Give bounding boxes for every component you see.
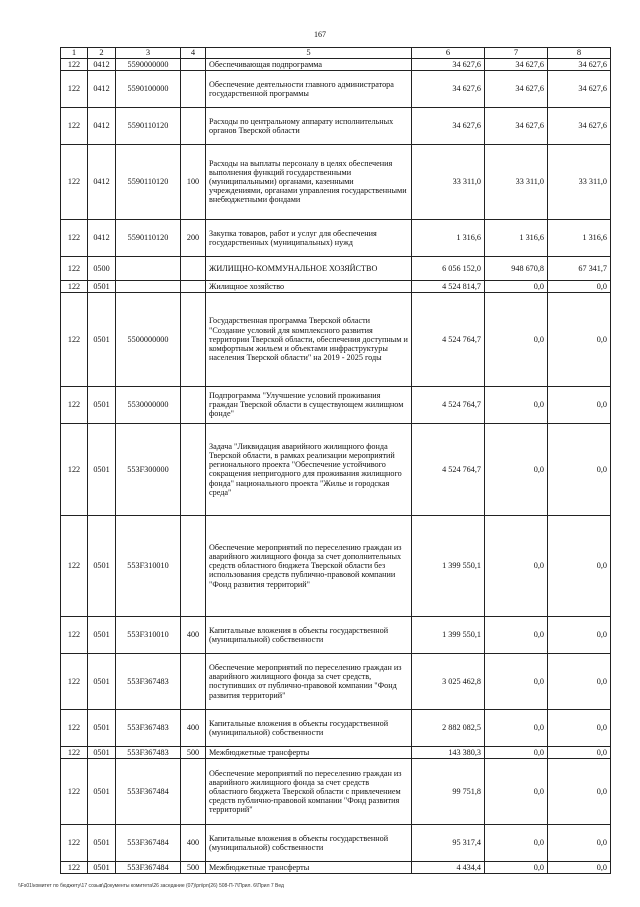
- cell-target-code: 5590110120: [116, 107, 181, 144]
- cell-amount-1: 95 317,4: [412, 825, 485, 862]
- cell-target-code: 553F300000: [116, 423, 181, 515]
- column-header: 1: [61, 48, 88, 59]
- cell-description: Капитальные вложения в объекты государственной (муниципальной) собственности: [206, 825, 412, 862]
- cell-description: Жилищное хозяйство: [206, 280, 412, 292]
- cell-target-code: 553F367484: [116, 825, 181, 862]
- table-row: [61, 256, 611, 280]
- cell-amount-3: 34 627,6: [548, 58, 611, 70]
- cell-amount-1: 1 316,6: [412, 219, 485, 256]
- cell-expense-type: [181, 292, 206, 386]
- cell-subsection: 0501: [88, 386, 116, 423]
- cell-expense-type: [181, 70, 206, 107]
- cell-section: 122: [61, 386, 88, 423]
- cell-amount-1: 4 524 814,7: [412, 280, 485, 292]
- cell-target-code: 5530000000: [116, 386, 181, 423]
- cell-section: 122: [61, 759, 88, 825]
- cell-subsection: 0501: [88, 423, 116, 515]
- cell-expense-type: [181, 58, 206, 70]
- cell-target-code: 5590110120: [116, 144, 181, 219]
- cell-subsection: 0412: [88, 70, 116, 107]
- column-header: 8: [548, 48, 611, 59]
- cell-amount-1: 1 399 550,1: [412, 616, 485, 653]
- cell-amount-2: 34 627,6: [485, 107, 548, 144]
- table-row: [61, 709, 611, 746]
- cell-amount-1: 4 524 764,7: [412, 423, 485, 515]
- cell-amount-3: 0,0: [548, 280, 611, 292]
- cell-expense-type: [181, 386, 206, 423]
- cell-subsection: 0501: [88, 825, 116, 862]
- column-header: 5: [206, 48, 412, 59]
- cell-expense-type: 400: [181, 825, 206, 862]
- cell-expense-type: 200: [181, 219, 206, 256]
- cell-amount-2: 0,0: [485, 653, 548, 709]
- cell-target-code: 553F310010: [116, 515, 181, 616]
- cell-subsection: 0501: [88, 292, 116, 386]
- cell-target-code: 553F367483: [116, 746, 181, 758]
- cell-amount-1: 143 380,3: [412, 746, 485, 758]
- cell-description: Капитальные вложения в объекты государственной (муниципальной) собственности: [206, 709, 412, 746]
- cell-amount-3: 0,0: [548, 746, 611, 758]
- cell-expense-type: [181, 423, 206, 515]
- cell-expense-type: [181, 653, 206, 709]
- cell-section: 122: [61, 616, 88, 653]
- cell-target-code: 5590110120: [116, 219, 181, 256]
- table-row: [61, 70, 611, 107]
- cell-subsection: 0501: [88, 862, 116, 874]
- cell-section: 122: [61, 280, 88, 292]
- table-row: [61, 653, 611, 709]
- cell-amount-3: 0,0: [548, 423, 611, 515]
- cell-amount-3: 0,0: [548, 616, 611, 653]
- column-header: 4: [181, 48, 206, 59]
- cell-section: 122: [61, 256, 88, 280]
- column-header: 3: [116, 48, 181, 59]
- page-number: 167: [314, 30, 326, 39]
- table-row: [61, 144, 611, 219]
- cell-amount-2: 34 627,6: [485, 70, 548, 107]
- cell-subsection: 0500: [88, 256, 116, 280]
- cell-amount-1: 34 627,6: [412, 58, 485, 70]
- cell-description: Закупка товаров, работ и услуг для обеспечения государственных (муниципальных) нужд: [206, 219, 412, 256]
- cell-target-code: 553F367484: [116, 759, 181, 825]
- cell-section: 122: [61, 423, 88, 515]
- table-row: [61, 759, 611, 825]
- cell-amount-3: 0,0: [548, 862, 611, 874]
- cell-expense-type: 400: [181, 616, 206, 653]
- cell-section: 122: [61, 292, 88, 386]
- cell-expense-type: [181, 256, 206, 280]
- cell-amount-3: 0,0: [548, 759, 611, 825]
- column-header: 7: [485, 48, 548, 59]
- cell-expense-type: [181, 759, 206, 825]
- cell-amount-3: 33 311,0: [548, 144, 611, 219]
- cell-description: Обеспечение мероприятий по переселению граждан из аварийного жилищного фонда за счет дополнительных средств областного бюджета Тверской области без использования средств публично-правовой компании "Фонд развития территорий": [206, 515, 412, 616]
- cell-amount-1: 2 882 082,5: [412, 709, 485, 746]
- cell-expense-type: 400: [181, 709, 206, 746]
- cell-subsection: 0501: [88, 653, 116, 709]
- table-row: [61, 423, 611, 515]
- cell-amount-1: 6 056 152,0: [412, 256, 485, 280]
- cell-subsection: 0501: [88, 515, 116, 616]
- cell-section: 122: [61, 144, 88, 219]
- cell-description: Обеспечение мероприятий по переселению граждан из аварийного жилищного фонда за счет средств, поступивших от публично-правовой компании "Фонд развития территорий": [206, 653, 412, 709]
- cell-amount-1: 34 627,6: [412, 107, 485, 144]
- cell-subsection: 0412: [88, 144, 116, 219]
- cell-subsection: 0501: [88, 280, 116, 292]
- cell-target-code: [116, 256, 181, 280]
- cell-section: 122: [61, 219, 88, 256]
- cell-section: 122: [61, 862, 88, 874]
- cell-expense-type: [181, 107, 206, 144]
- cell-amount-3: 0,0: [548, 386, 611, 423]
- cell-target-code: [116, 280, 181, 292]
- cell-amount-2: 0,0: [485, 386, 548, 423]
- cell-amount-1: 4 524 764,7: [412, 386, 485, 423]
- table-row: [61, 219, 611, 256]
- table-row: [61, 292, 611, 386]
- cell-amount-3: 0,0: [548, 709, 611, 746]
- cell-expense-type: 100: [181, 144, 206, 219]
- cell-amount-2: 0,0: [485, 862, 548, 874]
- cell-section: 122: [61, 107, 88, 144]
- table-row: [61, 386, 611, 423]
- cell-subsection: 0501: [88, 616, 116, 653]
- cell-subsection: 0501: [88, 709, 116, 746]
- table-row: [61, 280, 611, 292]
- cell-amount-2: 0,0: [485, 423, 548, 515]
- cell-subsection: 0412: [88, 58, 116, 70]
- cell-amount-1: 33 311,0: [412, 144, 485, 219]
- cell-amount-2: 33 311,0: [485, 144, 548, 219]
- cell-amount-2: 0,0: [485, 759, 548, 825]
- cell-amount-2: 948 670,8: [485, 256, 548, 280]
- cell-amount-2: 0,0: [485, 746, 548, 758]
- file-path-footer: \\Fs01\комитет по бюджету\17 созыв\Документы комитета\26 заседание (07)\рп\рп(26) 508-П-7\Прил. 6\Прил 7 Вед: [18, 883, 284, 889]
- cell-amount-1: 4 524 764,7: [412, 292, 485, 386]
- cell-expense-type: [181, 280, 206, 292]
- cell-amount-3: 0,0: [548, 292, 611, 386]
- cell-amount-3: 34 627,6: [548, 107, 611, 144]
- cell-target-code: 553F367484: [116, 862, 181, 874]
- cell-amount-1: 1 399 550,1: [412, 515, 485, 616]
- cell-amount-3: 0,0: [548, 515, 611, 616]
- cell-amount-3: 0,0: [548, 825, 611, 862]
- table-row: [61, 746, 611, 758]
- cell-target-code: 5590100000: [116, 70, 181, 107]
- column-header: 6: [412, 48, 485, 59]
- cell-amount-2: 0,0: [485, 709, 548, 746]
- cell-target-code: 5500000000: [116, 292, 181, 386]
- cell-description: Расходы по центральному аппарату исполнительных органов Тверской области: [206, 107, 412, 144]
- cell-amount-2: 0,0: [485, 280, 548, 292]
- cell-description: Межбюджетные трансферты: [206, 862, 412, 874]
- cell-description: Расходы на выплаты персоналу в целях обеспечения выполнения функций государственными (муниципальными) органами, казенными учреждениями, органами управления государственными внебюджетными фондами: [206, 144, 412, 219]
- cell-section: 122: [61, 709, 88, 746]
- table-row: [61, 825, 611, 862]
- cell-description: Межбюджетные трансферты: [206, 746, 412, 758]
- cell-description: Задача "Ликвидация аварийного жилищного фонда Тверской области, в рамках реализации мероприятий регионального проекта "Обеспечение устойчивого сокращения непригодного для проживания жилищного фонда" национального проекта "Жилье и городская среда": [206, 423, 412, 515]
- cell-target-code: 553F367483: [116, 709, 181, 746]
- column-header: 2: [88, 48, 116, 59]
- cell-subsection: 0412: [88, 107, 116, 144]
- cell-subsection: 0412: [88, 219, 116, 256]
- cell-description: Капитальные вложения в объекты государственной (муниципальной) собственности: [206, 616, 412, 653]
- cell-amount-3: 0,0: [548, 653, 611, 709]
- cell-description: Подпрограмма "Улучшение условий проживания граждан Тверской области в существующем жилищном фонде": [206, 386, 412, 423]
- cell-expense-type: [181, 515, 206, 616]
- cell-description: Обеспечение мероприятий по переселению граждан из аварийного жилищного фонда за счет средств областного бюджета Тверской области с привлечением средств публично-правовой компании "Фонд развития территорий": [206, 759, 412, 825]
- cell-subsection: 0501: [88, 759, 116, 825]
- cell-target-code: 553F310010: [116, 616, 181, 653]
- table-row: [61, 515, 611, 616]
- cell-amount-1: 4 434,4: [412, 862, 485, 874]
- cell-amount-3: 1 316,6: [548, 219, 611, 256]
- cell-description: Обеспечивающая подпрограмма: [206, 58, 412, 70]
- cell-section: 122: [61, 653, 88, 709]
- cell-amount-3: 67 341,7: [548, 256, 611, 280]
- cell-target-code: 553F367483: [116, 653, 181, 709]
- cell-expense-type: 500: [181, 746, 206, 758]
- cell-section: 122: [61, 825, 88, 862]
- cell-amount-2: 0,0: [485, 616, 548, 653]
- header-row: [61, 48, 611, 59]
- cell-target-code: 5590000000: [116, 58, 181, 70]
- cell-amount-2: 0,0: [485, 292, 548, 386]
- cell-description: ЖИЛИЩНО-КОММУНАЛЬНОЕ ХОЗЯЙСТВО: [206, 256, 412, 280]
- cell-amount-2: 0,0: [485, 825, 548, 862]
- cell-amount-3: 34 627,6: [548, 70, 611, 107]
- cell-amount-2: 34 627,6: [485, 58, 548, 70]
- cell-description: Государственная программа Тверской области "Создание условий для комплексного развития территории Тверской области, обеспечения доступным и комфортным жильем и объектами инфраструктуры населения Тверской области" на 2019 - 2025 годы: [206, 292, 412, 386]
- cell-amount-2: 0,0: [485, 515, 548, 616]
- cell-description: Обеспечение деятельности главного администратора государственной программы: [206, 70, 412, 107]
- cell-amount-1: 3 025 462,8: [412, 653, 485, 709]
- cell-subsection: 0501: [88, 746, 116, 758]
- cell-section: 122: [61, 70, 88, 107]
- budget-table: [60, 47, 611, 874]
- cell-section: 122: [61, 58, 88, 70]
- cell-amount-2: 1 316,6: [485, 219, 548, 256]
- cell-expense-type: 500: [181, 862, 206, 874]
- table-row: [61, 616, 611, 653]
- cell-section: 122: [61, 515, 88, 616]
- cell-amount-1: 99 751,8: [412, 759, 485, 825]
- table-row: [61, 862, 611, 874]
- table-row: [61, 107, 611, 144]
- cell-section: 122: [61, 746, 88, 758]
- cell-amount-1: 34 627,6: [412, 70, 485, 107]
- table-row: [61, 58, 611, 70]
